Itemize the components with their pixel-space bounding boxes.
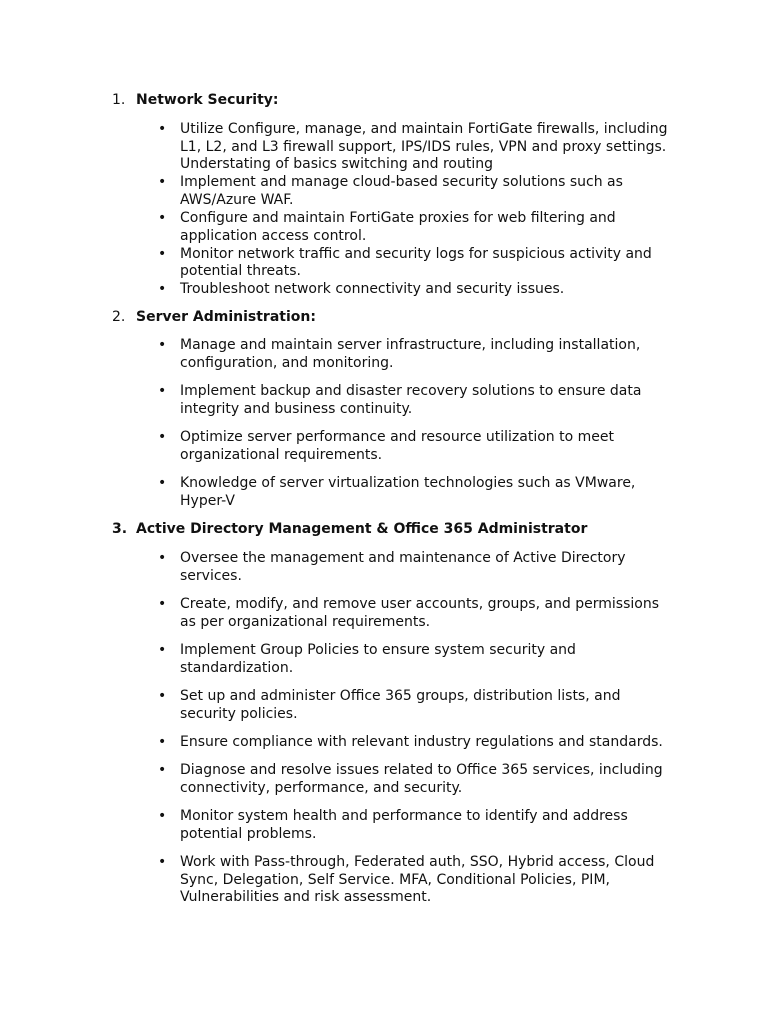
bullet-icon: •	[158, 733, 167, 750]
bullet-icon: •	[158, 337, 167, 353]
section-heading-active-directory	[112, 521, 587, 539]
bullet-icon: •	[158, 474, 167, 491]
bullet-icon: •	[158, 641, 167, 658]
list-item-text: Implement Group Policies to ensure system security and standardization.	[180, 641, 576, 676]
list-item	[158, 121, 678, 174]
list-item-text: Configure and maintain FortiGate proxies for web filtering and application access control.	[180, 209, 616, 244]
section-title: Server Administration:	[136, 309, 316, 325]
list-item	[158, 688, 678, 723]
section-list-active-directory	[158, 550, 678, 918]
list-item-text: Optimize server performance and resource utilization to meet organizational requirements.	[180, 428, 614, 463]
bullet-icon: •	[158, 281, 167, 298]
bullet-icon: •	[158, 595, 167, 612]
bullet-icon: •	[158, 687, 167, 704]
section-title: Active Directory Management & Office 365 Administrator	[136, 521, 588, 537]
list-item-text: Monitor network traffic and security logs for suspicious activity and potential threats.	[180, 245, 652, 280]
bullet-icon: •	[158, 121, 167, 137]
list-item	[158, 550, 678, 585]
list-item-text: Monitor system health and performance to identify and address potential problems.	[180, 808, 628, 842]
section-heading-network-security	[112, 92, 279, 110]
bullet-icon: •	[158, 245, 167, 262]
list-item	[158, 808, 678, 843]
list-item-text: Troubleshoot network connectivity and security issues.	[180, 281, 565, 298]
list-item-text: Utilize Configure, manage, and maintain FortiGate firewalls, including L1, L2, and L3 firewall support, IPS/IDS rules, VPN and proxy settings. Understating of basics switching and routing	[180, 121, 668, 173]
list-item-text: Diagnose and resolve issues related to Office 365 services, including connectivity, performance, and security.	[180, 762, 663, 796]
bullet-icon: •	[158, 854, 167, 871]
bullet-icon: •	[158, 382, 167, 399]
list-item-text: Knowledge of server virtualization technologies such as VMware, Hyper-V	[180, 474, 636, 509]
list-item	[158, 174, 678, 209]
list-item-text: Set up and administer Office 365 groups, distribution lists, and security policies.	[180, 687, 621, 722]
bullet-icon: •	[158, 762, 167, 779]
list-item	[158, 854, 678, 907]
list-item-text: Ensure compliance with relevant industry regulations and standards.	[180, 733, 663, 750]
bullet-icon: •	[158, 808, 167, 825]
bullet-icon: •	[158, 209, 167, 226]
list-item-text: Work with Pass-through, Federated auth, SSO, Hybrid access, Cloud Sync, Delegation, Self Service. MFA, Conditional Policies, PIM, Vulnerabilities and risk assessment.	[180, 854, 655, 906]
list-item	[158, 281, 678, 299]
section-list-network-security	[158, 121, 678, 299]
section-number: 2.	[112, 309, 126, 325]
list-item	[158, 337, 678, 372]
list-item	[158, 642, 678, 677]
list-item-text: Implement backup and disaster recovery solutions to ensure data integrity and business continuity.	[180, 382, 642, 417]
list-item	[158, 596, 678, 631]
list-item-text: Implement and manage cloud-based security solutions such as AWS/Azure WAF.	[180, 174, 623, 208]
list-item	[158, 210, 678, 245]
list-item	[158, 762, 678, 797]
list-item	[158, 246, 678, 281]
bullet-icon: •	[158, 550, 167, 566]
list-item	[158, 383, 678, 418]
section-title: Network Security:	[136, 92, 279, 108]
list-item	[158, 734, 678, 752]
list-item-text: Oversee the management and maintenance of Active Directory services.	[180, 550, 626, 584]
section-list-server-administration	[158, 337, 678, 521]
section-number: 3.	[112, 521, 128, 537]
section-heading-server-administration	[112, 309, 316, 327]
list-item-text: Create, modify, and remove user accounts, groups, and permissions as per organizational requirements.	[180, 595, 660, 630]
bullet-icon: •	[158, 428, 167, 445]
list-item	[158, 429, 678, 464]
list-item	[158, 475, 678, 510]
bullet-icon: •	[158, 174, 167, 191]
section-number: 1.	[112, 92, 126, 108]
list-item-text: Manage and maintain server infrastructure, including installation, configuration, and monitoring.	[180, 337, 641, 371]
